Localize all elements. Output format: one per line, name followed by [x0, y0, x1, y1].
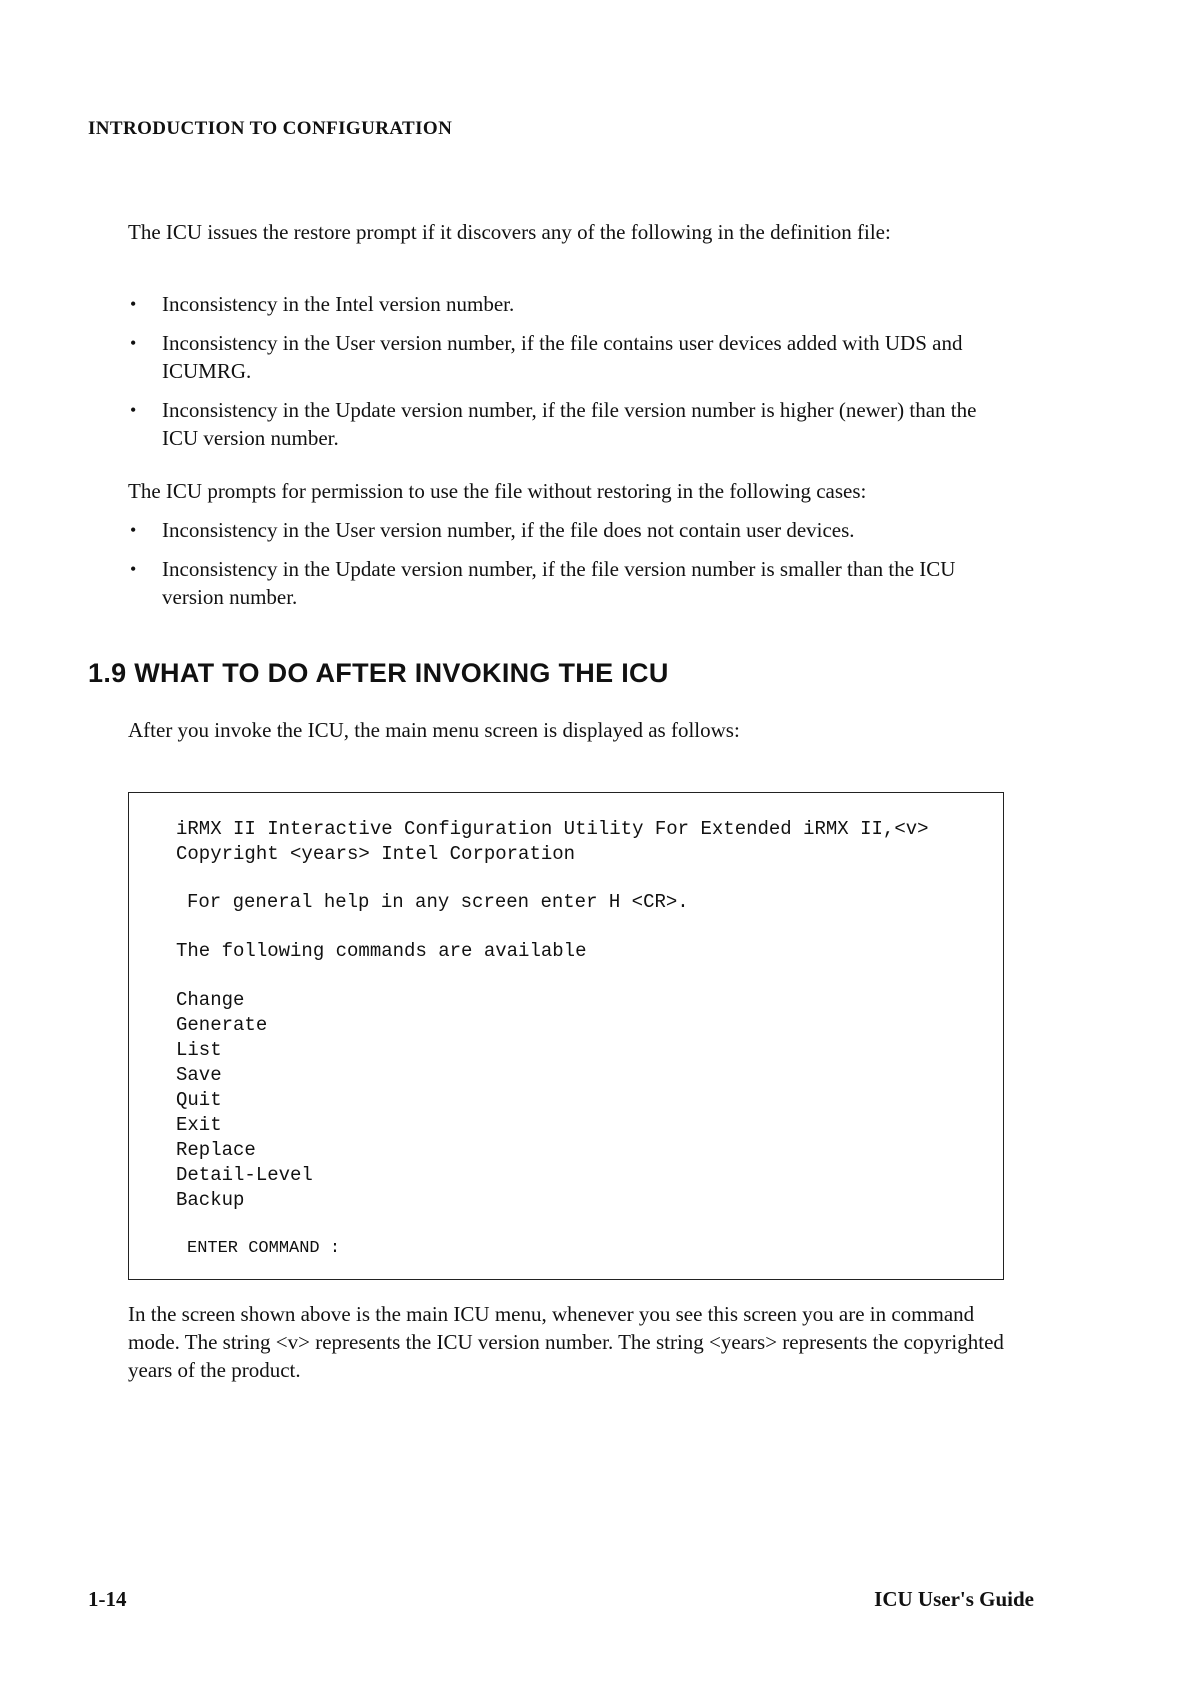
screen-title-line: iRMX II Interactive Configuration Utility For Extended iRMX II,<v> — [176, 818, 929, 840]
bullet-icon: • — [130, 520, 137, 540]
guide-title: ICU User's Guide — [874, 1587, 1034, 1611]
command-list: List — [176, 1039, 222, 1061]
list-item: • Inconsistency in the User version number, if the file contains user devices added with UDS and ICUMRG. — [130, 331, 963, 383]
bullet-icon: • — [130, 400, 137, 420]
command-generate: Generate — [176, 1014, 268, 1036]
command-save: Save — [176, 1064, 222, 1086]
list-item: • Inconsistency in the User version number, if the file does not contain user devices. — [130, 518, 855, 542]
list-item: • Inconsistency in the Update version number, if the file version number is higher (newer) than the ICU version number. — [130, 398, 977, 450]
intro-paragraph: The ICU issues the restore prompt if it discovers any of the following in the definition file: — [128, 220, 891, 244]
command-exit: Exit — [176, 1114, 222, 1136]
command-backup: Backup — [176, 1189, 245, 1211]
screen-copyright-line: Copyright <years> Intel Corporation — [176, 843, 576, 865]
screen-command-list — [176, 988, 313, 1213]
list-item: • Inconsistency in the Intel version number. — [130, 292, 515, 316]
page-number: 1-14 — [88, 1587, 127, 1611]
permission-paragraph: The ICU prompts for permission to use the file without restoring in the following cases: — [128, 479, 867, 503]
section-heading: 1.9 WHAT TO DO AFTER INVOKING THE ICU — [88, 658, 669, 688]
screen-command-prompt: ENTER COMMAND : — [187, 1239, 341, 1258]
bullet-icon: • — [130, 294, 137, 314]
command-replace: Replace — [176, 1139, 256, 1161]
after-invoke-paragraph: After you invoke the ICU, the main menu screen is displayed as follows: — [128, 718, 740, 742]
command-change: Change — [176, 989, 245, 1011]
command-detail-level: Detail-Level — [176, 1164, 313, 1186]
restore-bullet-list — [128, 290, 1008, 463]
running-head: INTRODUCTION TO CONFIGURATION — [88, 118, 453, 139]
screen-commands-intro: The following commands are available — [176, 940, 587, 962]
permission-bullet-list — [128, 516, 1008, 622]
screen-help-line: For general help in any screen enter H <CR>. — [187, 891, 689, 913]
closing-paragraph: In the screen shown above is the main ICU menu, whenever you see this screen you are in command mode. The string <v> represents the ICU version number. The string <years> represents the copyrighted years of the product. — [128, 1302, 1004, 1382]
list-item: • Inconsistency in the Update version number, if the file version number is smaller than the ICU version number. — [130, 557, 956, 609]
bullet-icon: • — [130, 559, 137, 579]
icu-main-menu-screen — [128, 792, 1004, 1280]
command-quit: Quit — [176, 1089, 222, 1111]
bullet-icon: • — [130, 333, 137, 353]
